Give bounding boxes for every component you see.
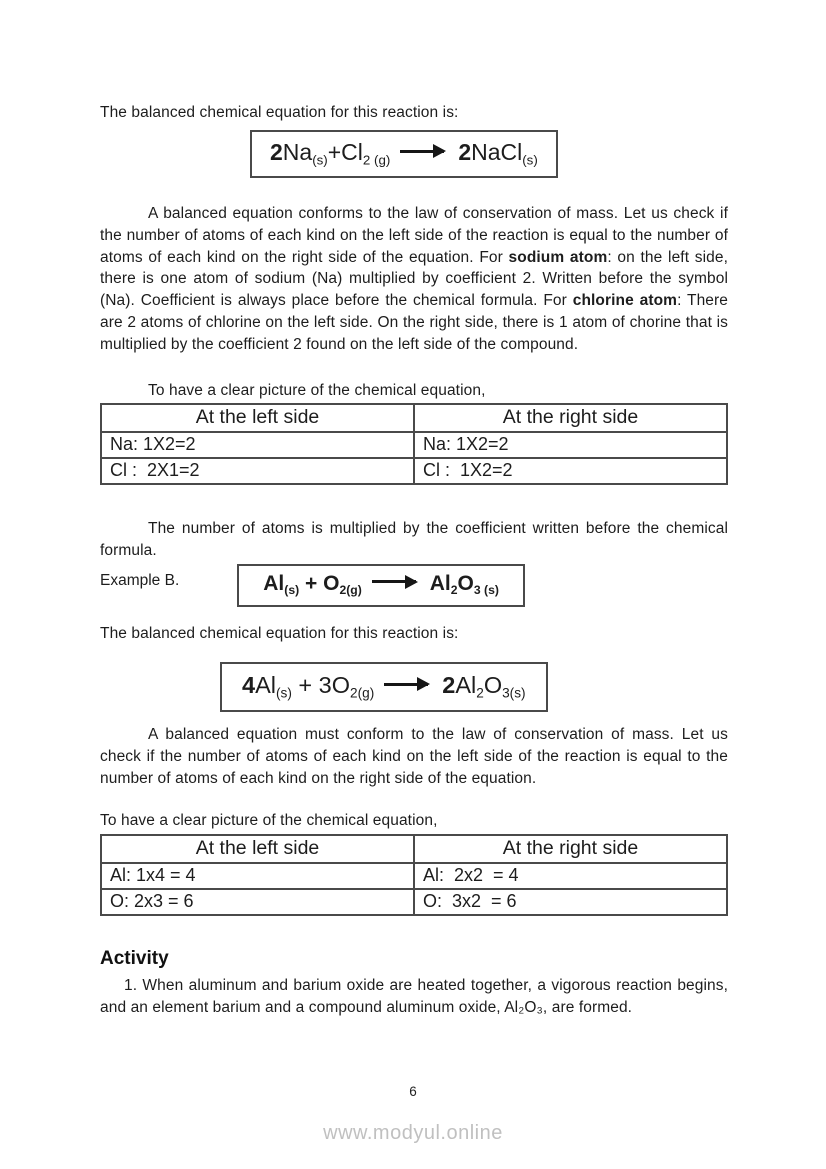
table1-cell-na-right: Na: 1X2=2 <box>414 432 727 458</box>
table2-cell-al-right: Al: 2x2 = 4 <box>414 863 727 889</box>
table2-intro-line: To have a clear picture of the chemical equation, <box>100 812 438 830</box>
table1-cell-cl-right: Cl : 1X2=2 <box>414 458 727 484</box>
table1-cell-na-left: Na: 1X2=2 <box>101 432 414 458</box>
table2-cell-o-left: O: 2x3 = 6 <box>101 889 414 915</box>
watermark-text: www.modyul.online <box>323 1122 503 1144</box>
lead-sentence-1: The balanced chemical equation for this reaction is: <box>100 104 459 121</box>
table1-header-right-side: At the right side <box>414 404 727 432</box>
table-row-o <box>101 889 727 915</box>
right-arrow-icon <box>372 580 416 583</box>
equation-box-al-o2: $Al_{(s)} + O_{2(g)}$ $Al_2O_{3 (s)}$ <box>237 564 525 607</box>
table1-intro-line: To have a clear picture of the chemical equation, <box>148 381 486 399</box>
table-row-al <box>101 863 727 889</box>
table-row-cl <box>101 458 727 484</box>
right-arrow-icon <box>400 150 444 153</box>
table-header-row <box>101 835 727 863</box>
example-b-label: Example B. <box>100 572 180 590</box>
atom-count-table-nacl <box>100 403 728 485</box>
table-header-row <box>101 404 727 432</box>
table2-cell-o-right: O: 3x2 = 6 <box>414 889 727 915</box>
atom-count-table-al2o3 <box>100 834 728 916</box>
paragraph-conservation-law-2: A balanced equation must conform to the law of conservation of mass. Let us check if the number of atoms of each kind on the left side of the reaction is equal to the number of atoms of each kind on the right side of the equation. <box>100 726 728 787</box>
paragraph-conservation-law-1: A balanced equation conforms to the law of conservation of mass. Let us check if the number of atoms of each kind on the left side of the reaction is equal to the number of atoms of each kind on the right side of the equation. For sodium atom: on the left side, there is one atom of sodium (Na) multiplied by coefficient 2. Written before the symbol (Na). Coefficient is always place before the chemical formula. For chlorine atom: There are 2 atoms of chlorine on the left side. On the right side, there is 1 atom of chorine that is multiplied by the coefficient 2 found on the left side of the compound. <box>100 205 728 353</box>
activity-item-1: 1. When aluminum and barium oxide are heated together, a vigorous reaction begins, and an element barium and a compound aluminum oxide, Al₂O₃, are formed. <box>100 977 728 1017</box>
table2-cell-al-left: Al: 1x4 = 4 <box>101 863 414 889</box>
table2-header-left-side: At the left side <box>101 835 414 863</box>
equation-box-nacl: $2Na_{(s)}+Cl_{2 (g)}$ 2NaCl$_{(s)}$ <box>250 130 558 178</box>
equation-box-al2o3-balanced: $4Al_{(s)} + 3O_{2(g)}$ $2Al_2O_{3(s)}$ <box>220 662 548 712</box>
lead-sentence-2: The balanced chemical equation for this reaction is: <box>100 624 459 642</box>
table1-cell-cl-left: Cl : 2X1=2 <box>101 458 414 484</box>
table2-header-right-side: At the right side <box>414 835 727 863</box>
page-number: 6 <box>409 1084 417 1099</box>
activity-heading: Activity <box>100 948 169 970</box>
page-content <box>100 0 728 1019</box>
paragraph-multiplied-coefficient: The number of atoms is multiplied by the coefficient written before the chemical formula. <box>100 520 728 560</box>
right-arrow-icon <box>384 683 428 686</box>
table-row-na <box>101 432 727 458</box>
table1-header-left-side: At the left side <box>101 404 414 432</box>
example-b-row <box>100 564 728 607</box>
